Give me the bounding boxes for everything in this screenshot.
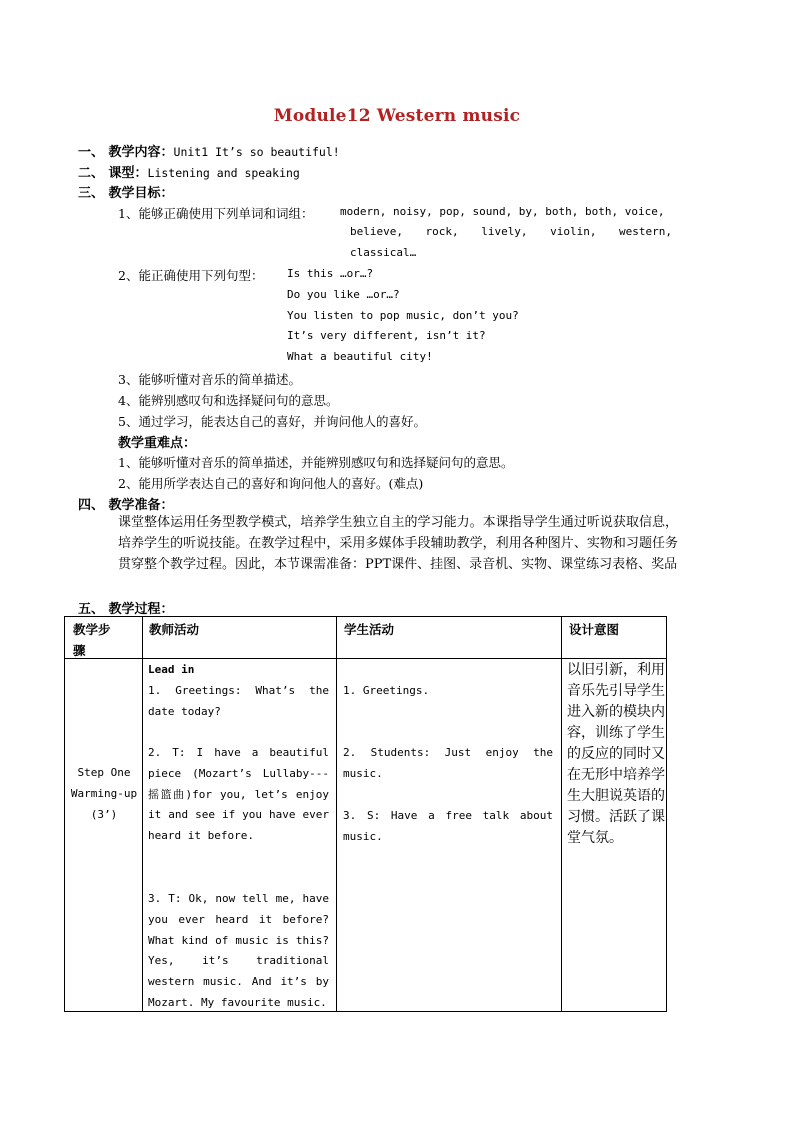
teacher-activity-3: 3. T: Ok, now tell me, have you ever heard it before? What kind of music is this? Yes, it’s traditional western music. And it’s by Mozart. My favourite music. [148,892,329,1009]
key-point-1: 1、能够听懂对音乐的简单描述，并能辨别感叹句和选择疑问句的意思。 [118,455,514,470]
sentence-pattern: You listen to pop music, don’t you? [287,309,519,322]
sentence-pattern: What a beautiful city! [287,350,433,363]
teaching-process-table [64,616,667,1012]
table-header-step: 教学步骤 [73,622,111,658]
teacher-activity-1: 1. Greetings: What’s the date today? [148,684,329,718]
section-value: Unit1 It’s so beautiful! [173,145,340,159]
objective-2-label: 2、能正确使用下列句型： [118,268,264,283]
table-divider [142,617,143,1011]
table-divider [336,617,337,1011]
objective-5: 5、通过学习，能表达自己的喜好，并询问他人的喜好。 [118,414,426,429]
student-activity-2: 2. Students: Just enjoy the music. [343,746,553,780]
preparation-paragraph: 课堂整体运用任务型教学模式，培养学生独立自主的学习能力。本课指导学生通过听说获取信息，培养学生的听说技能。在教学过程中，采用多媒体手段辅助教学，利用各种图片、实物和习题任务贯穿整个教学过程。因此，本节课需准备：PPT课件、挂图、录音机、实物、课堂练习表格、奖品 [118,515,678,572]
key-points-label: 教学重难点： [118,436,197,451]
sentence-pattern: Do you like …or…? [287,288,400,301]
section-process-label: 五、 教学过程： [78,602,174,617]
objective-1-words-line2: believe, rock, lively, violin, western, [350,225,672,238]
objective-1-label: 1、能够正确使用下列单词和词组： [118,206,314,221]
design-intent: 以旧引新，利用音乐先引导学生进入新的模块内容，训练了学生的反应的同时又在无形中培养学生大胆说英语的习惯。活跃了课堂气氛。 [567,662,665,846]
section-label: 一、 教学内容： [78,145,174,160]
teacher-activity-2: 2. T: I have a beautiful piece (Mozart’s Lullaby---摇篮曲)for you, let’s enjoy it and see if you have ever heard it before. [148,746,329,843]
table-header-student: 学生活动 [344,622,395,637]
teacher-lead-in: Lead in [148,663,195,676]
section-preparation-label: 四、 教学准备： [78,498,174,513]
table-header-design: 设计意图 [569,622,620,637]
table-divider [65,658,666,659]
objective-3: 3、能够听懂对音乐的简单描述。 [118,372,301,387]
objective-1-words-line1: modern, noisy, pop, sound, by, both, both, voice, [340,205,665,218]
table-divider [561,617,562,1011]
key-point-2: 2、能用所学表达自己的喜好和询问他人的喜好。(难点) [118,476,424,491]
section-value: Listening and speaking [147,166,300,180]
sentence-pattern: It’s very different, isn’t it? [287,329,486,342]
sentence-pattern: Is this …or…? [287,267,374,280]
section-objectives-label: 三、 教学目标： [78,186,174,201]
section-label: 二、 课型： [78,166,148,181]
page-title: Module12 Western music [273,106,521,126]
student-activity-3: 3. S: Have a free talk about music. [343,809,553,843]
section-lesson-type [78,162,300,181]
student-activity-1: 1. Greetings. [343,684,430,697]
table-header-teacher: 教师活动 [149,622,200,637]
objective-4: 4、能辨别感叹句和选择疑问句的意思。 [118,393,339,408]
section-content [78,141,340,160]
step-label: Step One Warming-up (3’) [70,766,138,821]
objective-1-words-line3: classical… [350,246,417,259]
